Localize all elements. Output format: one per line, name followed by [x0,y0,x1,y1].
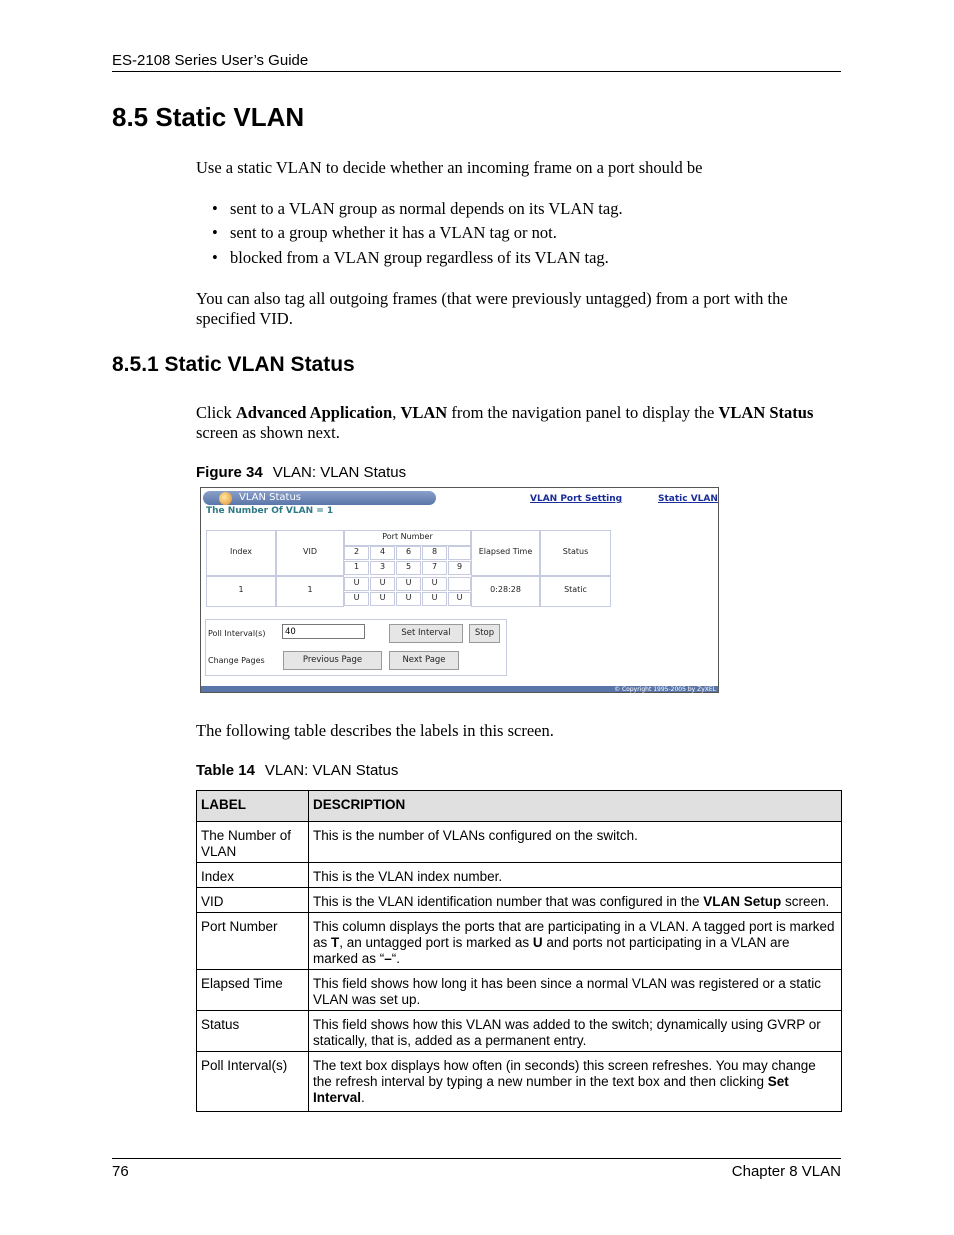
copyright-text: © Copyright 1995-2005 by ZyXEL [614,686,716,693]
next-page-button[interactable]: Next Page [389,651,459,670]
elapsed-time-header: Elapsed Time [478,547,533,556]
row-description: This is the VLAN index number. [309,863,842,888]
port-label: 7 [431,562,438,571]
static-vlan-link[interactable]: Static VLAN [658,494,718,504]
page-number: 76 [112,1163,129,1180]
row-description: This column displays the ports that are participating in a VLAN. A tagged port is marked as T, an untagged port is marked as U and ports not participating in a VLAN are marked as “–“. [309,913,842,970]
port-mark: U [353,593,360,602]
port-mark: U [379,593,386,602]
port-label: 4 [379,547,386,556]
poll-interval-label: Poll Interval(s) [208,629,266,638]
row-description: This field shows how long it has been since a normal VLAN was registered or a static VLAN was set up. [309,970,842,1011]
table-row [197,913,842,970]
change-pages-label: Change Pages [208,656,265,665]
port-mark: U [456,593,463,602]
row-description: This field shows how this VLAN was added to the switch; dynamically using GVRP or statically, that is, added as a permanent entry. [309,1011,842,1052]
row-description: The text box displays how often (in seconds) this screen refreshes. You may change the refresh interval by typing a new number in the text box and then clicking Set Interval. [309,1052,842,1112]
poll-interval-input[interactable]: 40 [282,624,365,639]
intro-paragraph: Use a static VLAN to decide whether an incoming frame on a port should be [196,158,703,177]
port-mark: U [431,578,438,587]
port-mark: U [405,593,412,602]
port-mark: U [431,593,438,602]
table-caption: Table 14 VLAN: VLAN Status [196,762,399,779]
guide-title: ES-2108 Series User’s Guide [112,52,309,69]
row-vid: 1 [307,585,313,594]
status-header: Status [562,547,589,556]
table-row [197,888,842,913]
screen-footer-bar [201,686,718,692]
row-label: Index [197,863,309,888]
row-label: Status [197,1011,309,1052]
following-text: The following table describes the labels in this screen. [196,721,554,740]
port-label: 1 [353,562,360,571]
vlan-count: The Number Of VLAN = 1 [206,506,334,516]
previous-page-button[interactable]: Previous Page [283,651,382,670]
table-row [197,970,842,1011]
set-interval-button[interactable]: Set Interval [389,624,463,643]
row-label: Elapsed Time [197,970,309,1011]
port-mark: U [379,578,386,587]
bullet-item: • blocked from a VLAN group regardless of its VLAN tag. [212,248,609,267]
table-row [197,822,842,863]
row-label: VID [197,888,309,913]
row-label: Port Number [197,913,309,970]
port-label: 3 [379,562,386,571]
labels-table [196,790,842,1112]
vlan-status-icon [219,492,232,505]
port-label: 9 [456,562,463,571]
subsection-title: 8.5.1 Static VLAN Status [112,353,355,376]
footer-rule [112,1158,841,1159]
table-header-row [197,791,842,822]
bullet-item: • sent to a group whether it has a VLAN tag or not. [212,223,557,242]
port-mark: U [405,578,412,587]
label-column-header: LABEL [197,791,309,822]
port-label: 2 [353,547,360,556]
vlan-port-setting-link[interactable]: VLAN Port Setting [530,494,623,504]
port-cell [448,546,471,560]
index-header: Index [229,547,253,556]
port-number-header: Port Number [382,532,433,541]
chapter-label: Chapter 8 VLAN [731,1163,841,1180]
port-label: 5 [405,562,412,571]
row-index: 1 [238,585,244,594]
port-label: 6 [405,547,412,556]
row-elapsed-time: 0:28:28 [490,585,521,594]
screen-title-bar [203,491,436,505]
row-label: The Number of VLAN [197,822,309,863]
row-description: This is the number of VLANs configured on the switch. [309,822,842,863]
port-cell [448,577,471,591]
vlan-status-screenshot [200,487,719,693]
port-mark: U [353,578,360,587]
vid-header: VID [303,547,317,556]
description-column-header: DESCRIPTION [309,791,842,822]
screen-title: VLAN Status [239,492,302,503]
header-rule [112,71,841,72]
row-label: Poll Interval(s) [197,1052,309,1112]
table-row [197,1052,842,1112]
port-label: 8 [431,547,438,556]
section-title: 8.5 Static VLAN [112,102,305,132]
row-description: This is the VLAN identification number that was configured in the VLAN Setup screen. [309,888,842,913]
bullet-item: • sent to a VLAN group as normal depends on its VLAN tag. [212,199,623,218]
click-instructions: Click Advanced Application, VLAN from the navigation panel to display the VLAN Status screen as shown next. [196,403,814,442]
tag-paragraph: You can also tag all outgoing frames (that were previously untagged) from a port with the specified VID. [196,289,788,328]
row-status: Static [564,585,587,594]
table-row [197,1011,842,1052]
table-row [197,863,842,888]
stop-button[interactable]: Stop [469,624,500,643]
figure-caption: Figure 34 VLAN: VLAN Status [196,464,407,481]
